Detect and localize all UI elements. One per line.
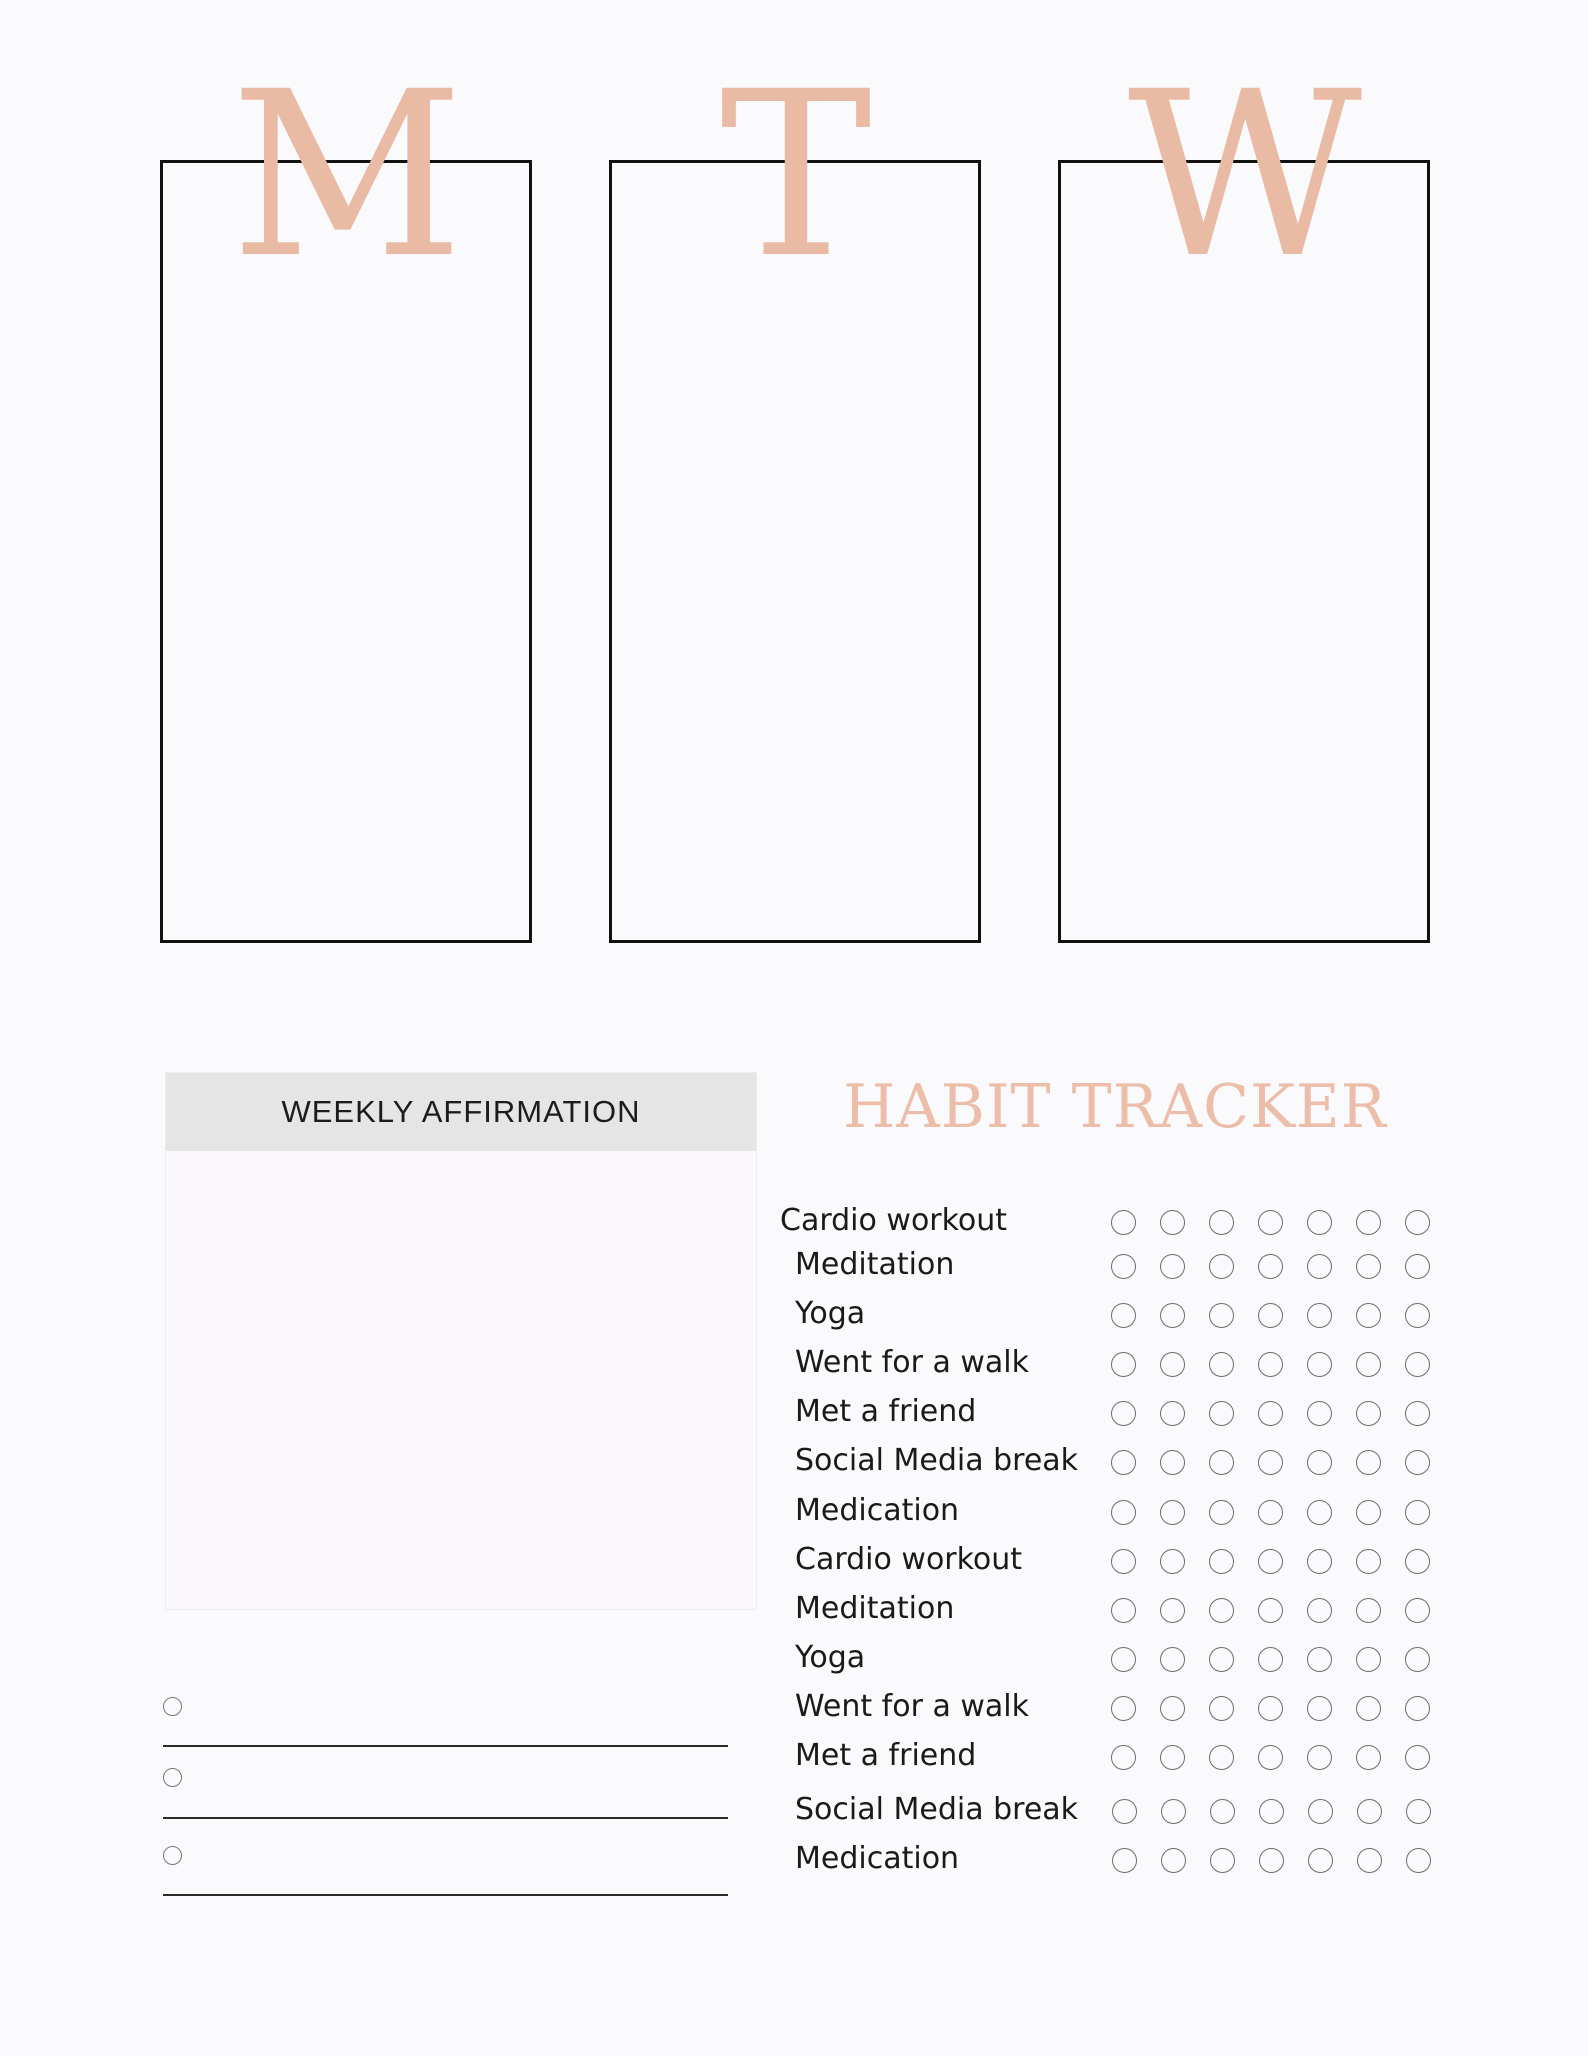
habit-label: Met a friend	[795, 1738, 977, 1773]
habit-label: Cardio workout	[780, 1203, 1008, 1238]
day-column-wednesday	[1058, 0, 1428, 960]
habit-day-checkbox[interactable]	[1356, 1549, 1381, 1574]
day-letter: W	[1127, 42, 1359, 308]
habit-day-checkbox[interactable]	[1405, 1254, 1430, 1279]
habit-day-checkbox[interactable]	[1210, 1848, 1235, 1873]
habit-day-checkbox[interactable]	[1160, 1745, 1185, 1770]
habit-day-checkbox[interactable]	[1258, 1210, 1283, 1235]
habit-day-checkbox[interactable]	[1209, 1647, 1234, 1672]
habit-label: Meditation	[795, 1247, 955, 1282]
habit-label: Met a friend	[795, 1394, 977, 1429]
habit-day-checkbox[interactable]	[1308, 1848, 1333, 1873]
habit-label: Went for a walk	[795, 1689, 1030, 1724]
todo-item[interactable]	[163, 1846, 728, 1896]
habit-row	[780, 1441, 1440, 1490]
habit-day-checkbox[interactable]	[1307, 1500, 1332, 1525]
habit-day-checkbox[interactable]	[1111, 1549, 1136, 1574]
weekly-affirmation-panel[interactable]	[165, 1072, 757, 1610]
habit-day-checkbox[interactable]	[1356, 1210, 1381, 1235]
habit-day-checkbox[interactable]	[1307, 1696, 1332, 1721]
habit-day-checkbox[interactable]	[1307, 1352, 1332, 1377]
habit-day-checkbox[interactable]	[1307, 1647, 1332, 1672]
habit-row	[780, 1245, 1440, 1294]
habit-day-checkbox[interactable]	[1160, 1450, 1185, 1475]
habit-row	[780, 1687, 1440, 1736]
habit-day-checkbox[interactable]	[1307, 1745, 1332, 1770]
habit-day-checkbox[interactable]	[1258, 1549, 1283, 1574]
habit-day-checkbox[interactable]	[1258, 1450, 1283, 1475]
habit-day-checkbox[interactable]	[1160, 1401, 1185, 1426]
habit-day-checkbox[interactable]	[1111, 1450, 1136, 1475]
habit-day-checkbox[interactable]	[1258, 1303, 1283, 1328]
habit-day-checkbox[interactable]	[1111, 1210, 1136, 1235]
habit-day-checkbox[interactable]	[1405, 1598, 1430, 1623]
habit-day-checkbox[interactable]	[1160, 1696, 1185, 1721]
habit-day-checkbox[interactable]	[1405, 1210, 1430, 1235]
habit-day-checkbox[interactable]	[1307, 1549, 1332, 1574]
habit-label: Yoga	[795, 1296, 866, 1331]
habit-label: Cardio workout	[795, 1542, 1023, 1577]
habit-day-checkbox[interactable]	[1209, 1254, 1234, 1279]
habit-row	[780, 1790, 1440, 1839]
habit-day-checkbox[interactable]	[1307, 1401, 1332, 1426]
habit-day-checkbox[interactable]	[1357, 1799, 1382, 1824]
habit-row	[780, 1540, 1440, 1589]
habit-day-checkbox[interactable]	[1356, 1696, 1381, 1721]
habit-day-checkbox[interactable]	[1307, 1254, 1332, 1279]
habit-day-checkbox[interactable]	[1356, 1745, 1381, 1770]
day-letter: M	[230, 42, 460, 308]
habit-day-checkbox[interactable]	[1160, 1598, 1185, 1623]
habit-day-checkbox[interactable]	[1209, 1210, 1234, 1235]
todo-checkbox[interactable]	[163, 1846, 182, 1865]
todo-item[interactable]	[163, 1697, 728, 1747]
habit-day-checkbox[interactable]	[1356, 1303, 1381, 1328]
habit-day-checkbox[interactable]	[1405, 1450, 1430, 1475]
habit-day-checkbox[interactable]	[1209, 1549, 1234, 1574]
todo-item[interactable]	[163, 1768, 728, 1819]
todo-checkbox[interactable]	[163, 1697, 182, 1716]
habit-day-checkbox[interactable]	[1258, 1352, 1283, 1377]
habit-day-checkbox[interactable]	[1258, 1696, 1283, 1721]
habit-day-checkbox[interactable]	[1112, 1799, 1137, 1824]
habit-label: Medication	[795, 1841, 960, 1876]
habit-day-checkbox[interactable]	[1111, 1745, 1136, 1770]
habit-day-checkbox[interactable]	[1357, 1848, 1382, 1873]
habit-label: Yoga	[795, 1640, 866, 1675]
habit-day-checkbox[interactable]	[1258, 1401, 1283, 1426]
habit-row	[780, 1589, 1440, 1638]
habit-day-checkbox[interactable]	[1405, 1303, 1430, 1328]
habit-day-checkbox[interactable]	[1111, 1303, 1136, 1328]
habit-day-checkbox[interactable]	[1111, 1352, 1136, 1377]
habit-row	[780, 1736, 1440, 1785]
habit-day-checkbox[interactable]	[1161, 1848, 1186, 1873]
habit-day-checkbox[interactable]	[1405, 1696, 1430, 1721]
habit-day-checkbox[interactable]	[1209, 1352, 1234, 1377]
habit-day-checkbox[interactable]	[1356, 1450, 1381, 1475]
habit-day-checkbox[interactable]	[1405, 1352, 1430, 1377]
habit-day-checkbox[interactable]	[1406, 1848, 1431, 1873]
habit-day-checkbox[interactable]	[1160, 1549, 1185, 1574]
habit-day-checkbox[interactable]	[1308, 1799, 1333, 1824]
habit-row	[780, 1839, 1440, 1888]
habit-day-checkbox[interactable]	[1405, 1745, 1430, 1770]
habit-label: Social Media break	[795, 1792, 1079, 1827]
habit-day-checkbox[interactable]	[1356, 1647, 1381, 1672]
todo-line	[163, 1817, 728, 1819]
habit-day-checkbox[interactable]	[1210, 1799, 1235, 1824]
habit-row	[780, 1294, 1440, 1343]
habit-day-checkbox[interactable]	[1258, 1745, 1283, 1770]
habit-day-checkbox[interactable]	[1405, 1401, 1430, 1426]
habit-day-checkbox[interactable]	[1209, 1598, 1234, 1623]
habit-day-checkbox[interactable]	[1111, 1696, 1136, 1721]
day-column-tuesday	[609, 0, 979, 960]
habit-day-checkbox[interactable]	[1160, 1210, 1185, 1235]
habit-row	[780, 1638, 1440, 1687]
habit-day-checkbox[interactable]	[1209, 1500, 1234, 1525]
habit-row	[780, 1201, 1440, 1250]
habit-label: Medication	[795, 1493, 960, 1528]
habit-day-checkbox[interactable]	[1406, 1799, 1431, 1824]
habit-day-checkbox[interactable]	[1111, 1647, 1136, 1672]
habit-day-checkbox[interactable]	[1160, 1352, 1185, 1377]
habit-day-checkbox[interactable]	[1111, 1401, 1136, 1426]
habit-day-checkbox[interactable]	[1161, 1799, 1186, 1824]
habit-day-checkbox[interactable]	[1307, 1303, 1332, 1328]
habit-day-checkbox[interactable]	[1405, 1500, 1430, 1525]
habit-day-checkbox[interactable]	[1405, 1647, 1430, 1672]
habit-day-checkbox[interactable]	[1356, 1500, 1381, 1525]
habit-day-checkbox[interactable]	[1209, 1745, 1234, 1770]
habit-day-checkbox[interactable]	[1112, 1848, 1137, 1873]
habit-label: Social Media break	[795, 1443, 1079, 1478]
todo-line	[163, 1894, 728, 1896]
habit-day-checkbox[interactable]	[1160, 1303, 1185, 1328]
habit-day-checkbox[interactable]	[1259, 1799, 1284, 1824]
habit-label: Went for a walk	[795, 1345, 1030, 1380]
todo-line	[163, 1745, 728, 1747]
habit-row	[780, 1343, 1440, 1392]
habit-day-checkbox[interactable]	[1209, 1696, 1234, 1721]
habit-day-checkbox[interactable]	[1307, 1598, 1332, 1623]
habit-day-checkbox[interactable]	[1209, 1450, 1234, 1475]
habit-day-checkbox[interactable]	[1356, 1401, 1381, 1426]
habit-day-checkbox[interactable]	[1160, 1254, 1185, 1279]
habit-day-checkbox[interactable]	[1356, 1254, 1381, 1279]
habit-row	[780, 1491, 1440, 1540]
habit-tracker-title: HABIT TRACKER	[843, 1072, 1387, 1142]
day-column-monday	[160, 0, 530, 960]
habit-day-checkbox[interactable]	[1405, 1549, 1430, 1574]
habit-day-checkbox[interactable]	[1111, 1254, 1136, 1279]
habit-day-checkbox[interactable]	[1209, 1303, 1234, 1328]
weekly-affirmation-title: WEEKLY AFFIRMATION	[166, 1073, 756, 1151]
habit-label: Meditation	[795, 1591, 955, 1626]
day-letter: T	[719, 42, 869, 308]
habit-day-checkbox[interactable]	[1111, 1500, 1136, 1525]
habit-day-checkbox[interactable]	[1356, 1352, 1381, 1377]
habit-day-checkbox[interactable]	[1258, 1598, 1283, 1623]
habit-day-checkbox[interactable]	[1209, 1401, 1234, 1426]
habit-day-checkbox[interactable]	[1258, 1500, 1283, 1525]
habit-day-checkbox[interactable]	[1258, 1254, 1283, 1279]
habit-row	[780, 1392, 1440, 1441]
habit-day-checkbox[interactable]	[1258, 1647, 1283, 1672]
habit-day-checkbox[interactable]	[1111, 1598, 1136, 1623]
habit-day-checkbox[interactable]	[1307, 1210, 1332, 1235]
habit-day-checkbox[interactable]	[1356, 1598, 1381, 1623]
habit-day-checkbox[interactable]	[1307, 1450, 1332, 1475]
todo-checkbox[interactable]	[163, 1768, 182, 1787]
habit-day-checkbox[interactable]	[1160, 1500, 1185, 1525]
habit-day-checkbox[interactable]	[1259, 1848, 1284, 1873]
habit-day-checkbox[interactable]	[1160, 1647, 1185, 1672]
